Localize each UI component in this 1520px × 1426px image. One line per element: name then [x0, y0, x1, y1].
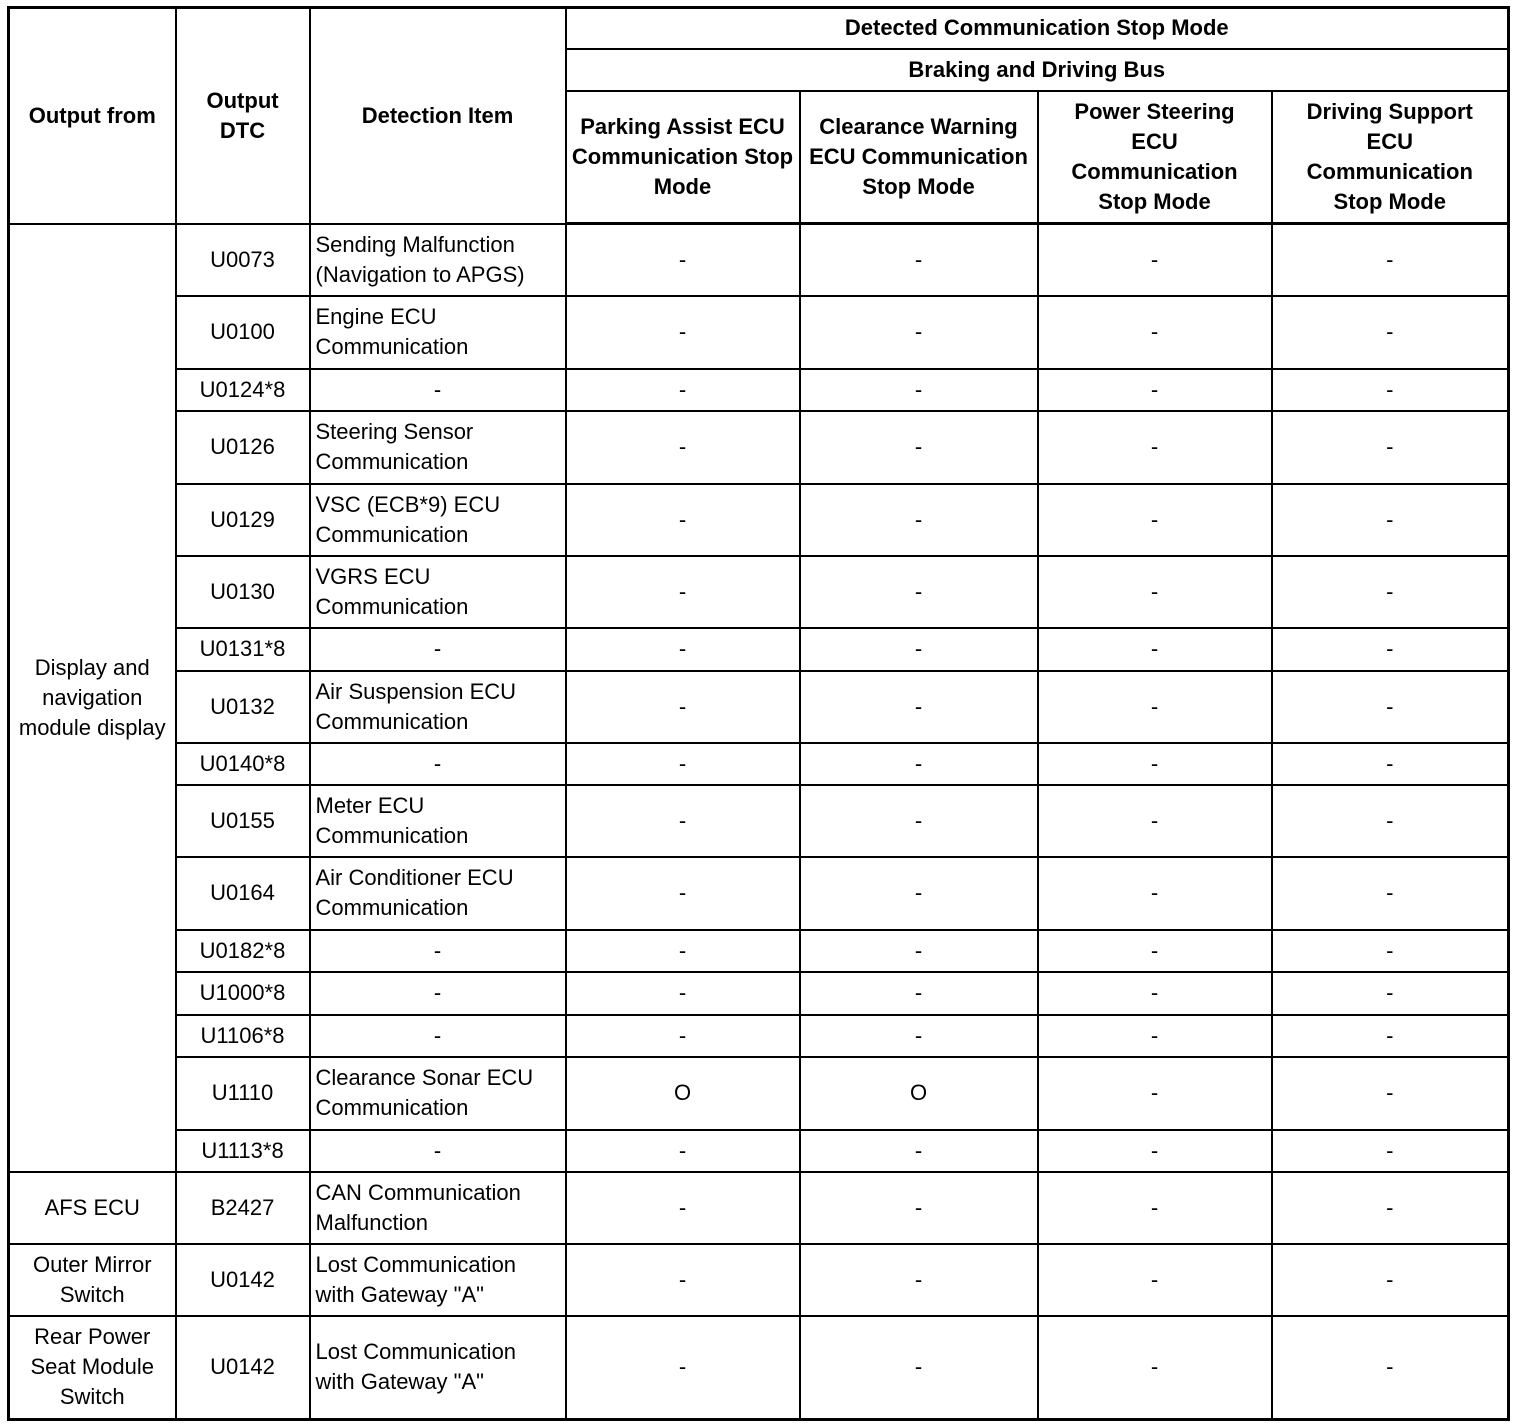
mode-cell: - — [566, 1130, 800, 1172]
table-row — [9, 1015, 1509, 1057]
header-mode: Clearance Warning ECU Communication Stop Mode — [800, 91, 1038, 224]
mode-cell: O — [566, 1057, 800, 1130]
mode-cell: - — [1272, 1316, 1509, 1420]
dtc-cell: U0140*8 — [176, 743, 310, 785]
mode-cell: - — [1038, 1244, 1272, 1316]
mode-cell: - — [566, 224, 800, 296]
mode-cell: - — [566, 556, 800, 628]
mode-cell: - — [1038, 224, 1272, 296]
table-row — [9, 1130, 1509, 1172]
detection-item-cell: - — [310, 1130, 566, 1172]
mode-cell: - — [1038, 743, 1272, 785]
dtc-cell: U0126 — [176, 411, 310, 484]
detection-item-cell: Sending Malfunction (Navigation to APGS) — [310, 224, 566, 296]
mode-cell: - — [800, 484, 1038, 556]
mode-cell: - — [1272, 1244, 1509, 1316]
mode-cell: - — [1272, 556, 1509, 628]
detection-item-cell: - — [310, 930, 566, 972]
mode-cell: - — [1272, 930, 1509, 972]
mode-cell: - — [1272, 1015, 1509, 1057]
mode-cell: - — [566, 785, 800, 857]
mode-cell: - — [1038, 671, 1272, 743]
mode-cell: - — [566, 1316, 800, 1420]
header-group: Detected Communication Stop Mode — [566, 8, 1509, 49]
mode-cell: - — [1272, 972, 1509, 1015]
mode-cell: - — [1272, 369, 1509, 411]
detection-item-cell: Air Suspension ECU Communication — [310, 671, 566, 743]
detection-item-cell: Clearance Sonar ECU Communication — [310, 1057, 566, 1130]
detection-item-cell: - — [310, 972, 566, 1015]
detection-item-cell: - — [310, 743, 566, 785]
mode-cell: - — [1038, 1172, 1272, 1244]
mode-cell: - — [1038, 1130, 1272, 1172]
mode-cell: - — [1038, 411, 1272, 484]
header-mode: Driving Support ECU Communication Stop Mode — [1272, 91, 1509, 224]
table-row — [9, 671, 1509, 743]
table-row — [9, 972, 1509, 1015]
mode-cell: - — [1038, 296, 1272, 369]
detection-item-cell: - — [310, 628, 566, 671]
table-row — [9, 1244, 1509, 1316]
mode-cell: - — [1272, 484, 1509, 556]
header-detection-item: Detection Item — [310, 8, 566, 224]
mode-cell: - — [566, 1015, 800, 1057]
output-from-cell: AFS ECU — [9, 1172, 176, 1244]
dtc-cell: U1113*8 — [176, 1130, 310, 1172]
mode-cell: - — [1038, 857, 1272, 930]
detection-item-cell: Lost Communication with Gateway "A" — [310, 1316, 566, 1420]
mode-cell: - — [1272, 224, 1509, 296]
dtc-cell: U0182*8 — [176, 930, 310, 972]
mode-cell: - — [1272, 743, 1509, 785]
dtc-cell: U0129 — [176, 484, 310, 556]
mode-cell: - — [800, 1130, 1038, 1172]
dtc-cell: U0131*8 — [176, 628, 310, 671]
dtc-cell: U0100 — [176, 296, 310, 369]
mode-cell: - — [1272, 671, 1509, 743]
detection-item-cell: Engine ECU Communication — [310, 296, 566, 369]
mode-cell: - — [1272, 296, 1509, 369]
dtc-cell: U0124*8 — [176, 369, 310, 411]
mode-cell: - — [800, 785, 1038, 857]
mode-cell: - — [566, 671, 800, 743]
dtc-cell: U0132 — [176, 671, 310, 743]
table-row — [9, 857, 1509, 930]
table-row — [9, 930, 1509, 972]
mode-cell: - — [566, 972, 800, 1015]
detection-item-cell: Meter ECU Communication — [310, 785, 566, 857]
mode-cell: - — [566, 743, 800, 785]
header-mode: Parking Assist ECU Communication Stop Mode — [566, 91, 800, 224]
header-output-from: Output from — [9, 8, 176, 224]
mode-cell: O — [800, 1057, 1038, 1130]
mode-cell: - — [800, 1316, 1038, 1420]
mode-cell: - — [566, 930, 800, 972]
output-from-cell: Outer Mirror Switch — [9, 1244, 176, 1316]
detection-item-cell: - — [310, 369, 566, 411]
table-row — [9, 628, 1509, 671]
mode-cell: - — [1038, 556, 1272, 628]
mode-cell: - — [1038, 628, 1272, 671]
table-row — [9, 411, 1509, 484]
mode-cell: - — [1038, 1015, 1272, 1057]
table-row — [9, 1316, 1509, 1420]
table-row — [9, 785, 1509, 857]
mode-cell: - — [1272, 857, 1509, 930]
detection-item-cell: Steering Sensor Communication — [310, 411, 566, 484]
table-row — [9, 1172, 1509, 1244]
dtc-cell: U0073 — [176, 224, 310, 296]
mode-cell: - — [800, 930, 1038, 972]
mode-cell: - — [566, 1244, 800, 1316]
dtc-cell: B2427 — [176, 1172, 310, 1244]
dtc-cell: U1110 — [176, 1057, 310, 1130]
mode-cell: - — [1272, 411, 1509, 484]
table-row — [9, 556, 1509, 628]
table-row — [9, 224, 1509, 296]
dtc-cell: U1106*8 — [176, 1015, 310, 1057]
detection-item-cell: - — [310, 1015, 566, 1057]
mode-cell: - — [566, 484, 800, 556]
dtc-table — [7, 6, 1510, 1421]
mode-cell: - — [1272, 785, 1509, 857]
mode-cell: - — [566, 1172, 800, 1244]
dtc-cell: U0164 — [176, 857, 310, 930]
mode-cell: - — [566, 411, 800, 484]
mode-cell: - — [1038, 785, 1272, 857]
mode-cell: - — [566, 296, 800, 369]
mode-cell: - — [800, 628, 1038, 671]
mode-cell: - — [566, 369, 800, 411]
detection-item-cell: Lost Communication with Gateway "A" — [310, 1244, 566, 1316]
table-row — [9, 484, 1509, 556]
mode-cell: - — [566, 857, 800, 930]
mode-cell: - — [800, 369, 1038, 411]
dtc-cell: U1000*8 — [176, 972, 310, 1015]
dtc-cell: U0142 — [176, 1316, 310, 1420]
mode-cell: - — [800, 224, 1038, 296]
mode-cell: - — [800, 1244, 1038, 1316]
mode-cell: - — [1272, 628, 1509, 671]
mode-cell: - — [1038, 1316, 1272, 1420]
mode-cell: - — [800, 296, 1038, 369]
dtc-cell: U0142 — [176, 1244, 310, 1316]
dtc-cell: U0130 — [176, 556, 310, 628]
output-from-cell: Rear Power Seat Module Switch — [9, 1316, 176, 1420]
table-row — [9, 296, 1509, 369]
output-from-cell: Display and navigation module display — [9, 224, 176, 1172]
mode-cell: - — [1038, 930, 1272, 972]
mode-cell: - — [800, 671, 1038, 743]
mode-cell: - — [800, 857, 1038, 930]
mode-cell: - — [800, 1015, 1038, 1057]
table-row — [9, 1057, 1509, 1130]
detection-item-cell: VSC (ECB*9) ECU Communication — [310, 484, 566, 556]
detection-item-cell: Air Conditioner ECU Communication — [310, 857, 566, 930]
header-bus: Braking and Driving Bus — [566, 49, 1509, 91]
mode-cell: - — [800, 411, 1038, 484]
mode-cell: - — [566, 628, 800, 671]
mode-cell: - — [1038, 972, 1272, 1015]
header-mode: Power Steering ECU Communication Stop Mode — [1038, 91, 1272, 224]
mode-cell: - — [800, 556, 1038, 628]
header-output-dtc: Output DTC — [176, 8, 310, 224]
table-row — [9, 743, 1509, 785]
dtc-cell: U0155 — [176, 785, 310, 857]
mode-cell: - — [1038, 369, 1272, 411]
mode-cell: - — [1038, 1057, 1272, 1130]
mode-cell: - — [800, 743, 1038, 785]
mode-cell: - — [800, 972, 1038, 1015]
mode-cell: - — [800, 1172, 1038, 1244]
mode-cell: - — [1272, 1172, 1509, 1244]
mode-cell: - — [1038, 484, 1272, 556]
mode-cell: - — [1272, 1057, 1509, 1130]
detection-item-cell: VGRS ECU Communication — [310, 556, 566, 628]
mode-cell: - — [1272, 1130, 1509, 1172]
detection-item-cell: CAN Communication Malfunction — [310, 1172, 566, 1244]
table-row — [9, 369, 1509, 411]
